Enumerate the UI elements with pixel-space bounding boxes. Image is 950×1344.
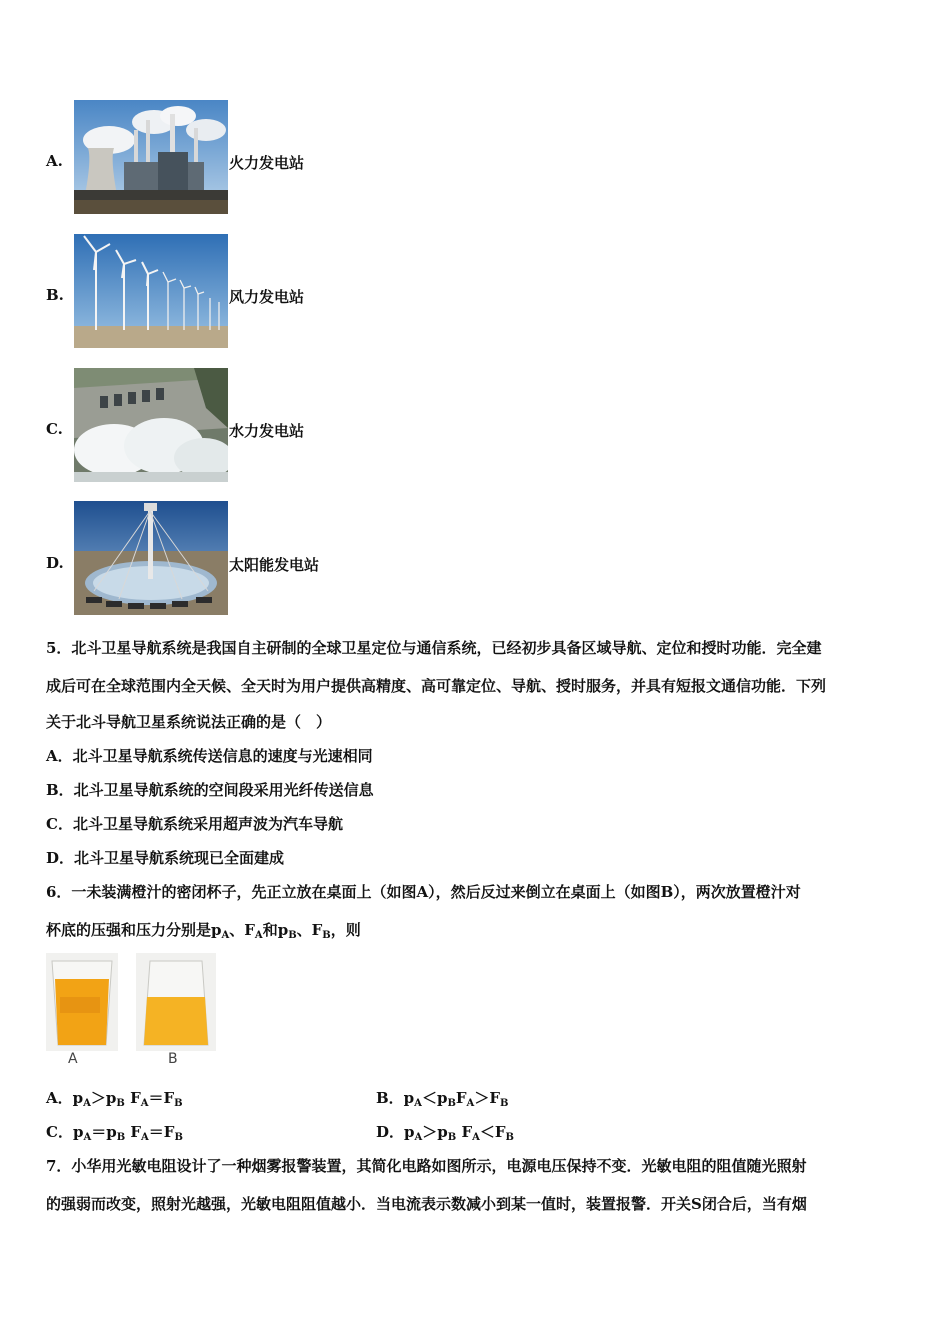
q6-option-d: D．$p_A>p_B$ $F_A<F_B$ bbox=[376, 1123, 514, 1143]
figure-label-a: A bbox=[68, 1051, 78, 1067]
q5-option-c: C．北斗卫星导航系统采用超声波为汽车导航 bbox=[46, 815, 343, 833]
q5-option-b: B．北斗卫星导航系统的空间段采用光纤传送信息 bbox=[46, 781, 374, 799]
wind-farm-image bbox=[74, 234, 228, 348]
q7-line-2: 的强弱而改变，照射光越强，光敏电阻阻值越小．当电流表示数减小到某一值时，装置报警．开关S闭合后，当有烟 bbox=[46, 1195, 807, 1213]
q6-line-2: 杯底的压强和压力分别是$p_A$、$F_A$和$p_B$、$F_B$，则 bbox=[46, 921, 361, 941]
option-a-caption: 火力发电站 bbox=[229, 154, 305, 172]
q6-option-b: B．$p_A<p_BF_A>F_B$ bbox=[376, 1089, 509, 1109]
q5-line-1: 5．北斗卫星导航系统是我国自主研制的全球卫星定位与通信系统，已经初步具备区域导航、定位和授时功能．完全建 bbox=[46, 639, 822, 657]
hydro-dam-image bbox=[74, 368, 228, 482]
option-d-caption: 太阳能发电站 bbox=[229, 556, 320, 574]
q5-line-3: 关于北斗导航卫星系统说法正确的是（ ） bbox=[46, 713, 332, 731]
q6-line-1: 6．一未装满橙汁的密闭杯子，先正立放在桌面上（如图A），然后反过来倒立在桌面上（如图B），两次放置橙汁对 bbox=[46, 883, 801, 901]
q5-option-d: D．北斗卫星导航系统现已全面建成 bbox=[46, 849, 285, 867]
option-b-caption: 风力发电站 bbox=[229, 288, 305, 306]
thermal-power-plant-image bbox=[74, 100, 228, 214]
q5-line-2: 成后可在全球范围内全天候、全天时为用户提供高精度、高可靠定位、导航、授时服务，并具有短报文通信功能．下列 bbox=[46, 677, 827, 695]
option-b-letter: B. bbox=[46, 286, 64, 304]
option-c-caption: 水力发电站 bbox=[229, 422, 305, 440]
figure-label-b: B bbox=[168, 1051, 178, 1067]
q5-option-a: A．北斗卫星导航系统传送信息的速度与光速相同 bbox=[46, 747, 373, 765]
q6-option-a: A．$p_A>p_B$ $F_A=F_B$ bbox=[46, 1089, 183, 1109]
q7-line-1: 7．小华用光敏电阻设计了一种烟雾报警装置，其简化电路如图所示，电源电压保持不变．光敏电阻的阻值随光照射 bbox=[46, 1157, 807, 1175]
cups-figure bbox=[46, 953, 216, 1071]
option-d-letter: D. bbox=[46, 554, 64, 572]
option-a-letter: A. bbox=[46, 152, 63, 170]
q6-option-c: C．$p_A=p_B$ $F_A=F_B$ bbox=[46, 1123, 183, 1143]
option-c-letter: C. bbox=[46, 420, 63, 438]
solar-tower-plant-image bbox=[74, 501, 228, 615]
